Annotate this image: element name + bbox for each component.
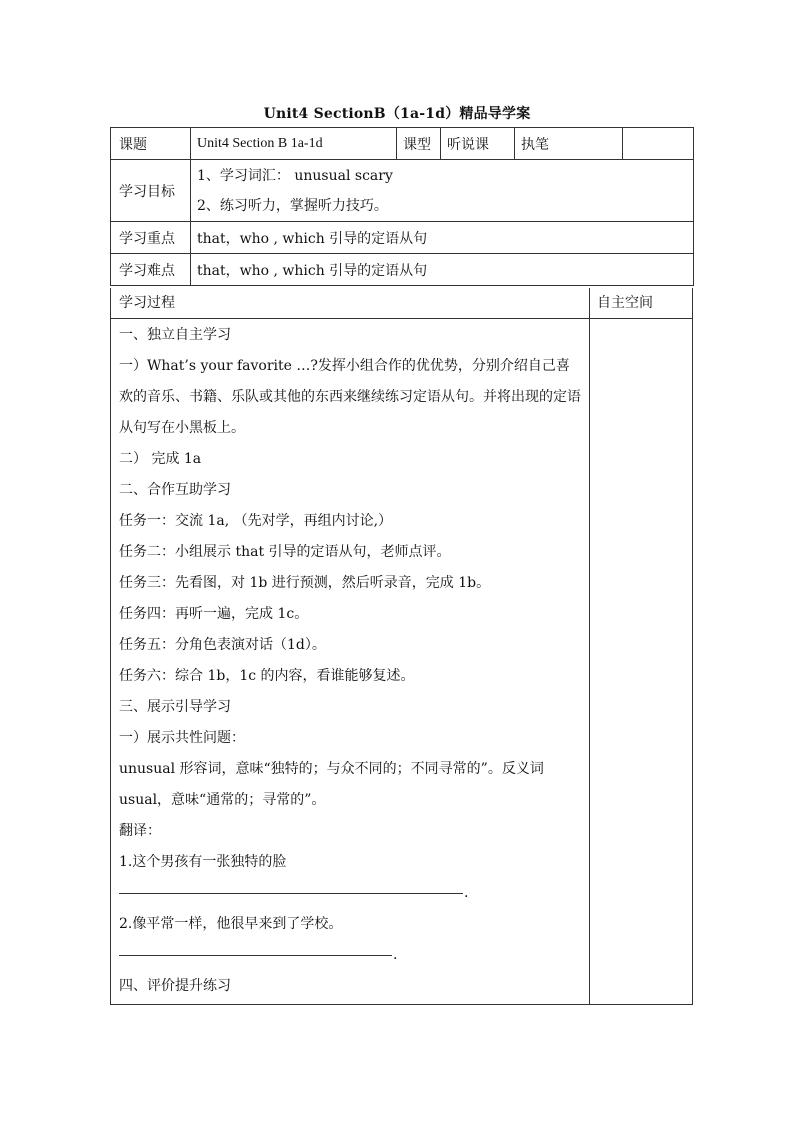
goal-line-2: 2、练习听力，掌握听力技巧。 [197, 197, 388, 214]
row-divider [111, 318, 692, 319]
answer-line [119, 878, 581, 909]
answer-blank [119, 892, 463, 894]
paragraph: 一）What’s your favorite …?发挥小组合作的优优势，分别介绍自己喜欢的音乐、书籍、乐队或其他的东西来继续练习定语从句。并将出现的定语从句写在小黑板上。 [119, 358, 581, 436]
translation-item: 2.像平常一样，他很早来到了学校。 [119, 916, 343, 932]
goal-line-1: 1、学习词汇： unusual scary [197, 167, 393, 184]
text-line: 一）展示共性问题： [119, 730, 245, 746]
focus-value: that，who , which 引导的定语从句 [191, 222, 694, 254]
answer-period: . [393, 947, 398, 963]
section-heading: 一、独立自主学习 [119, 327, 231, 343]
translation-item: 1.这个男孩有一张独特的脸 [119, 854, 287, 870]
section-heading: 三、展示引导学习 [119, 699, 231, 715]
task-line: 任务一：交流 1a, （先对学，再组内讨论,） [119, 513, 393, 529]
goal-label: 学习目标 [111, 160, 191, 222]
task-line: 任务二：小组展示 that 引导的定语从句，老师点评。 [119, 544, 451, 560]
task-line: 任务三：先看图，对 1b 进行预测，然后听录音，完成 1b。 [119, 575, 491, 591]
column-divider [589, 288, 590, 1004]
side-space-label: 自主空间 [597, 295, 653, 311]
writer-value [623, 128, 694, 160]
section-heading: 四、评价提升练习 [119, 978, 231, 994]
answer-period: . [464, 885, 469, 901]
difficulty-value: that，who , which 引导的定语从句 [191, 254, 694, 286]
process-label: 学习过程 [119, 295, 175, 311]
topic-value: Unit4 Section B 1a-1d [191, 128, 397, 160]
writer-label: 执笔 [515, 128, 623, 160]
process-content [119, 320, 581, 1002]
task-line: 任务四：再听一遍，完成 1c。 [119, 606, 309, 622]
task-line: 任务五：分角色表演对话（1d）。 [119, 637, 326, 653]
topic-label: 课题 [111, 128, 191, 160]
focus-label: 学习重点 [111, 222, 191, 254]
paragraph: unusual 形容词，意味“独特的；与众不同的；不同寻常的”。反义词 usual，意味“通常的；寻常的”。 [119, 761, 544, 808]
answer-line [119, 940, 581, 971]
process-section [110, 288, 693, 1005]
section-heading: 二、合作互助学习 [119, 482, 231, 498]
goal-value [191, 160, 694, 222]
document-title: Unit4 SectionB（1a-1d）精品导学案 [263, 106, 531, 122]
type-label: 课型 [397, 128, 441, 160]
text-line: 翻译： [119, 823, 161, 839]
header-table [110, 127, 694, 286]
text-line: 二） 完成 1a [119, 451, 202, 467]
type-value: 听说课 [441, 128, 515, 160]
difficulty-label: 学习难点 [111, 254, 191, 286]
answer-blank [119, 954, 392, 956]
task-line: 任务六：综合 1b，1c 的内容，看谁能够复述。 [119, 668, 415, 684]
